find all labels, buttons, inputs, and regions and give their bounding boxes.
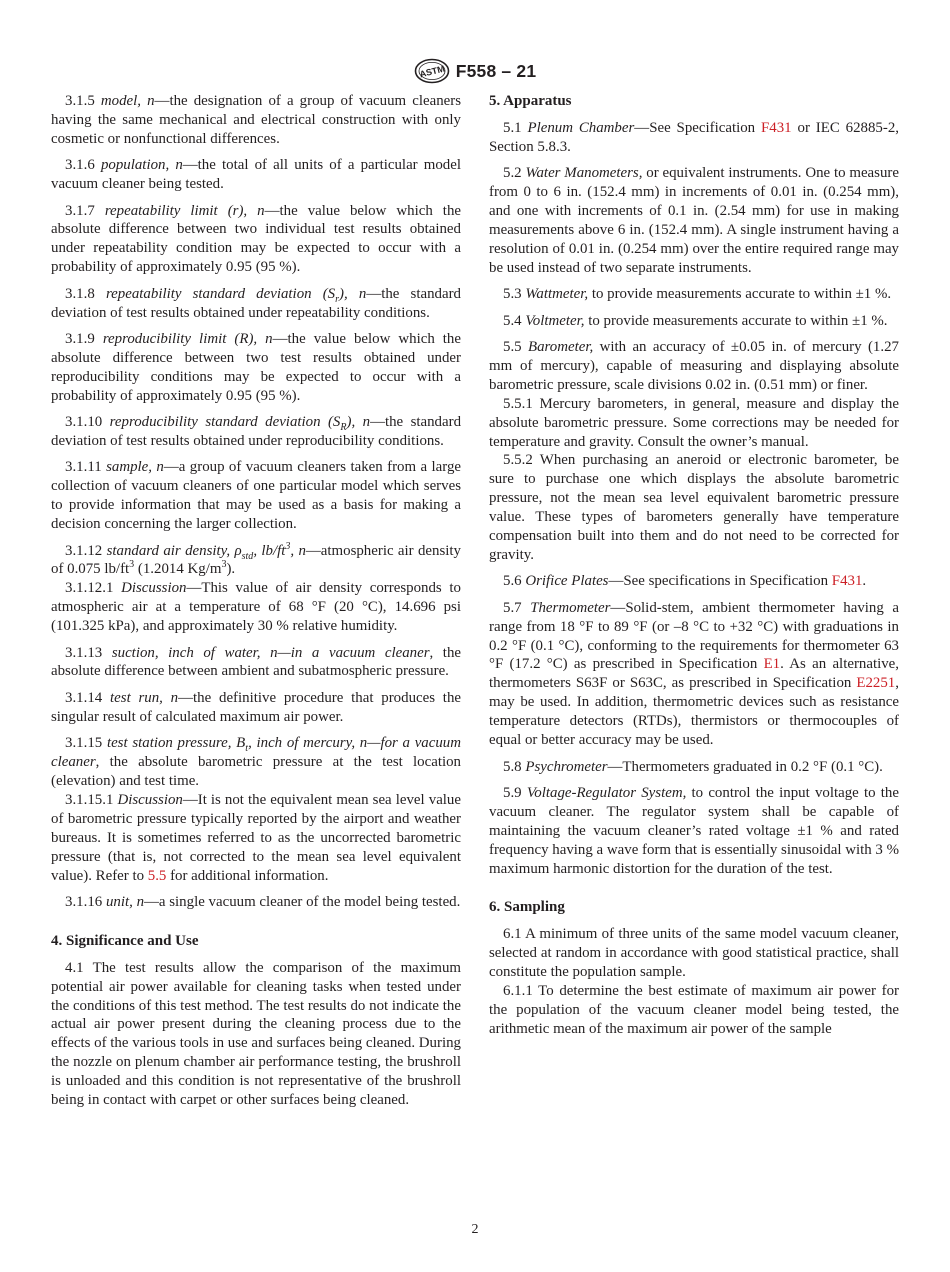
definition-3-1-12: 3.1.12 standard air density, $\rho_{std}$, $lb/ft^3$, n—atmospheric air density of 0.075 $lb/ft^3$ (1.2014 $Kg/m^3$). [51,540,461,578]
paragraph-5-7: 5.7 Thermometer—Solid-stem, ambient thermometer having a range from 18 °F to 89 °F (or –8 °C to +32 °C) with graduations in 0.2 °F (0.1 °C), conforming to the requirements for thermometer 63 °F (17.2 °C) as prescribed in Specification E1. As an alternative, thermometers S63F or S63C, as prescribed in Specification E2251, may be used. In addition, thermometric devices such as resistance temperature detectors (RTDs), thermistors or thermocouples of equal or better accuracy may be used. [489,599,900,749]
paragraph-5-2: 5.2 Water Manometers, or equivalent instruments. One to measure from 0 to 6 in. (152.4 mm) in increments of 0.01 in. (0.254 mm), and one with increments of 0.1 in. (2.54 mm) for use in making measurements above 6 in. (152.4 mm). A single instrument having a resolution of 0.01 in. (0.254 mm) over the entire required range may be used instead of two separate instruments. [489,165,899,276]
paragraph-5-6: 5.6 Orifice Plates—See specifications in Specification F431. [503,573,867,590]
astm-logo-icon [414,58,450,84]
definition-3-1-9: 3.1.9 reproducibility limit (R), n—the value below which the absolute difference between two test results obtained under reproducibility conditions may be expected to occur with a probability of approximately 0.95 (95 %). [51,330,461,404]
paragraph-6-1: 6.1 A minimum of three units of the same model vacuum cleaner, selected at random in accordance with good statistical practice, shall constitute the population sample. [489,926,899,981]
left-column [51,92,461,1118]
svg-text:ASTM: ASTM [418,63,446,80]
page-number: 2 [471,1222,479,1237]
reference-link-e2251[interactable]: E2251 [856,675,896,692]
definition-3-1-11: 3.1.11 sample, n—a group of vacuum cleaners taken from a large collection of vacuum cleaners of one particular model which serves to provide information that may be used as a basis for making a decision concerning the larger collection. [51,459,461,533]
section-heading-4: 4. Significance and Use [51,932,199,949]
definition-3-1-16: 3.1.16 unit, n—a single vacuum cleaner of the model being tested. [65,893,461,910]
paragraph-5-5-1: 5.5.1 Mercury barometers, in general, measure and display the absolute barometric pressure. Some corrections may be needed for temperature and gravity. Consult the owner’s manual. [489,395,899,450]
paragraph-5-8: 5.8 Psychrometer—Thermometers graduated in 0.2 °F (0.1 °C). [503,758,883,775]
discussion-3-1-15-1: 3.1.15.1 Discussion—It is not the equivalent mean sea level value of barometric pressure typically reported by the airport and weather bureaus. It is sometimes referred to as the uncorrected barometric pressure (that is, not corrected to the mean sea level equivalent value). Refer to 5.5 for additional information. [51,791,461,884]
definition-3-1-7: 3.1.7 repeatability limit (r), n—the value below which the absolute difference between two individual test results obtained under repeatability condition may be expected to occur with a probability of approximately 0.95 (95 %). [51,202,461,276]
reference-link-5-5[interactable]: 5.5 [147,867,167,884]
page-header [0,56,950,86]
paragraph-5-4: 5.4 Voltmeter, to provide measurements accurate to within ±1 %. [503,312,888,329]
paragraph-5-5: 5.5 Barometer, with an accuracy of ±0.05 in. of mercury (1.27 mm of mercury), capable of measuring and displaying absolute barometric pressure, scale divisions 0.02 in. (0.51 mm) or finer. [489,338,899,393]
right-column [489,92,899,1046]
definition-3-1-10: 3.1.10 reproducibility standard deviation $(S_R)$, n—the standard deviation of test results obtained under reproducibility conditions. [51,414,462,449]
document-designation: F558 – 21 [455,60,537,81]
reference-link-f431[interactable]: F431 [761,119,792,136]
section-heading-5: 5. Apparatus [489,93,572,109]
discussion-3-1-12-1: 3.1.12.1 Discussion—This value of air density corresponds to atmospheric air at a temperature of 68 °F (20 °C), 14.696 psi (101.325 kPa), and approximately 30 % relative humidity. [51,580,461,635]
paragraph-5-1: 5.1 Plenum Chamber—See Specification F431 or IEC 62885-2, Section 5.8.3. [489,119,899,155]
paragraph-5-5-2: 5.5.2 When purchasing an aneroid or electronic barometer, be sure to purchase one which displays the absolute barometric pressure, not the mean sea level equivalent barometric pressure value. These types of barometers generally have temperature compensation built into them and do not need to be corrected for gravity. [489,452,899,563]
paragraph-5-3: 5.3 Wattmeter, to provide measurements accurate to within ±1 %. [503,286,892,303]
reference-link-f431[interactable]: F431 [831,573,863,590]
definition-3-1-15: 3.1.15 test station pressure, $B_t$, inch of mercury, n—for a vacuum cleaner, the absolute barometric pressure at the test location (elevation) and test time. [51,735,461,789]
definition-3-1-6: 3.1.6 population, n—the total of all units of a particular model vacuum cleaner being tested. [51,157,461,193]
definition-3-1-13: 3.1.13 suction, inch of water, n—in a vacuum cleaner, the absolute difference between ambient and subatmospheric pressure. [51,644,461,680]
definition-3-1-8: 3.1.8 repeatability standard deviation $(S_r)$, n—the standard deviation of test results obtained under repeatability conditions. [51,285,462,321]
section-heading-6: 6. Sampling [489,899,565,916]
paragraph-6-1-1: 6.1.1 To determine the best estimate of maximum air power for the population of the vacuum cleaner model being tested, the arithmetic mean of the maximum air power of the sample [489,983,899,1037]
paragraph-5-9: 5.9 Voltage-Regulator System, to control the input voltage to the vacuum cleaner. The regulator system shall be capable of maintaining the vacuum cleaner’s rated voltage ±1 % and rated frequency having a wave form that is essentially sinusoidal with 3 % maximum harmonic distortion for the duration of the test. [489,784,899,877]
definition-3-1-5: 3.1.5 model, n—the designation of a group of vacuum cleaners having the same mechanical and electrical construction with only cosmetic or nonfunctional differences. [51,93,462,147]
definition-3-1-14: 3.1.14 test run, n—the definitive procedure that produces the singular result of calculated maximum air power. [51,689,461,725]
reference-link-e1[interactable]: E1 [763,656,781,673]
paragraph-4-1: 4.1 The test results allow the comparison of the maximum potential air power available for cleaning tasks when tested under the conditions of this test method. The test results do not indicate the actual air power present during the cleaning process due to the effects of the various tools in use and surfaces being cleaned. During the nozzle on plenum chamber air performance testing, the brushroll is unloaded and this condition is not representative of the brushroll being in contact with carpet or other surfaces being cleaned. [51,959,461,1109]
